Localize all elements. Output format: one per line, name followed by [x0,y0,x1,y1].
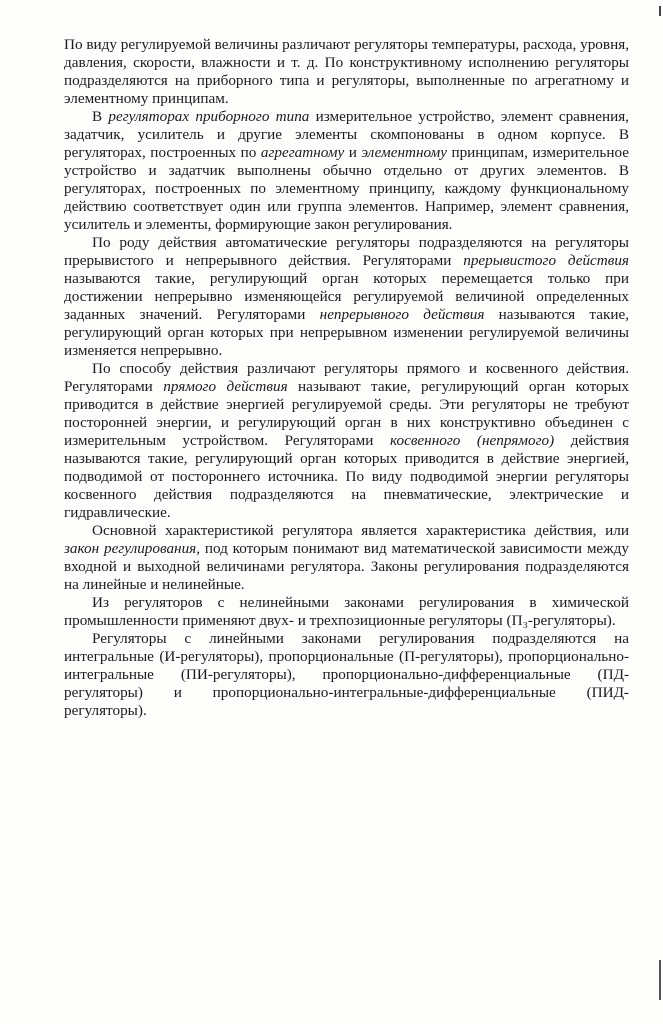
italic-term: прямого действия [163,378,288,395]
text-run: измерительное устройство, элемент сравнения, задатчик, усилитель и другие элементы скомпонованы в одном корпусе. В регуляторах, построенных по [64,108,629,161]
text-run: Регуляторы с линейными законами регулирования подразделяются на интегральные (И-регуляторы), пропорциональные (П-регуляторы), пропорционально-интегральные (ПИ-регуляторы), пропорционально-дифференциальные (ПД-регуляторы) и пропорционально-интегральные-дифференциальные (ПИД-регуляторы). [64,630,629,719]
paragraph [64,630,629,720]
text-run: По виду регулируемой величины различают регуляторы температуры, расхода, уровня, давления, скорости, влажности и т. д. По конструктивному исполнению регуляторы подразделяются на приборного типа и регуляторы, выполненные по агрегатному и элементному принципам. [64,36,629,107]
scan-edge-mark [659,6,661,16]
paragraph [64,594,629,630]
italic-term: закон регулирования, [64,540,201,557]
text-run: под которым понимают вид математической зависимости между входной и выходной величинами регулятора. Законы регулирования подразделяются на линейные и нелинейные. [64,540,629,593]
scan-edge-mark-bottom [659,960,661,1000]
paragraph [64,234,629,360]
italic-term: регуляторах приборного типа [108,108,310,125]
paragraph [64,360,629,522]
italic-term: прерывистого действия [463,252,629,269]
italic-term: элементному [361,144,447,161]
paragraph [64,36,629,108]
italic-term: агрегатному [260,144,345,161]
paragraph [64,522,629,594]
text-run: и [344,144,362,161]
text-run: По способу действия различают регуляторы прямого и косвенного действия. Регуляторами [64,360,629,395]
text-run: действия называются такие, регулирующий орган которых приводится в действие энергией, подводимой от постороннего источника. По виду подводимой энергии регуляторы косвенного действия подразделяются на пневматические, электрические и гидравлические. [64,432,629,521]
text-run: называются такие, регулирующий орган которых перемещается только при достижении непрерывно изменяющейся регулируемой величиной определенных заданных значений. Регуляторами [64,270,629,323]
text-run: В [92,108,109,125]
italic-term: непрерывного действия [319,306,485,323]
text-run: называют такие, регулирующий орган которых приводится в действие энергией регулируемой среды. Эти регуляторы не требуют посторонней энергии, и регулирующий орган в них конструктивно объединен с измерительным устройством. Регуляторами [64,378,629,449]
italic-term: косвенного (непрямого) [389,432,555,449]
text-run: принципам, измерительное устройство и задатчик выполнены обычно отдельно от других элементов. В регуляторах, построенных по элементному принципу, каждому функциональному действию соответствует один или группа элементов. Например, элемент сравнения, усилитель и элементы, формирующие закон регулирования. [64,144,629,233]
paragraph [64,108,629,234]
body-text [64,36,629,720]
text-run: По роду действия автоматические регуляторы подразделяются на регуляторы прерывистого и непрерывного действия. Регуляторами [64,234,629,269]
text-run: называются такие, регулирующий орган которых при непрерывном изменении регулируемой величины изменяется непрерывно. [64,306,630,359]
text-run: Основной характеристикой регулятора является характеристика действия, или [92,522,629,539]
text-run: Из регуляторов с нелинейными законами регулирования в химической промышленности применяют двух- и трехпозиционные регуляторы (П₃-регуляторы). [64,594,629,629]
